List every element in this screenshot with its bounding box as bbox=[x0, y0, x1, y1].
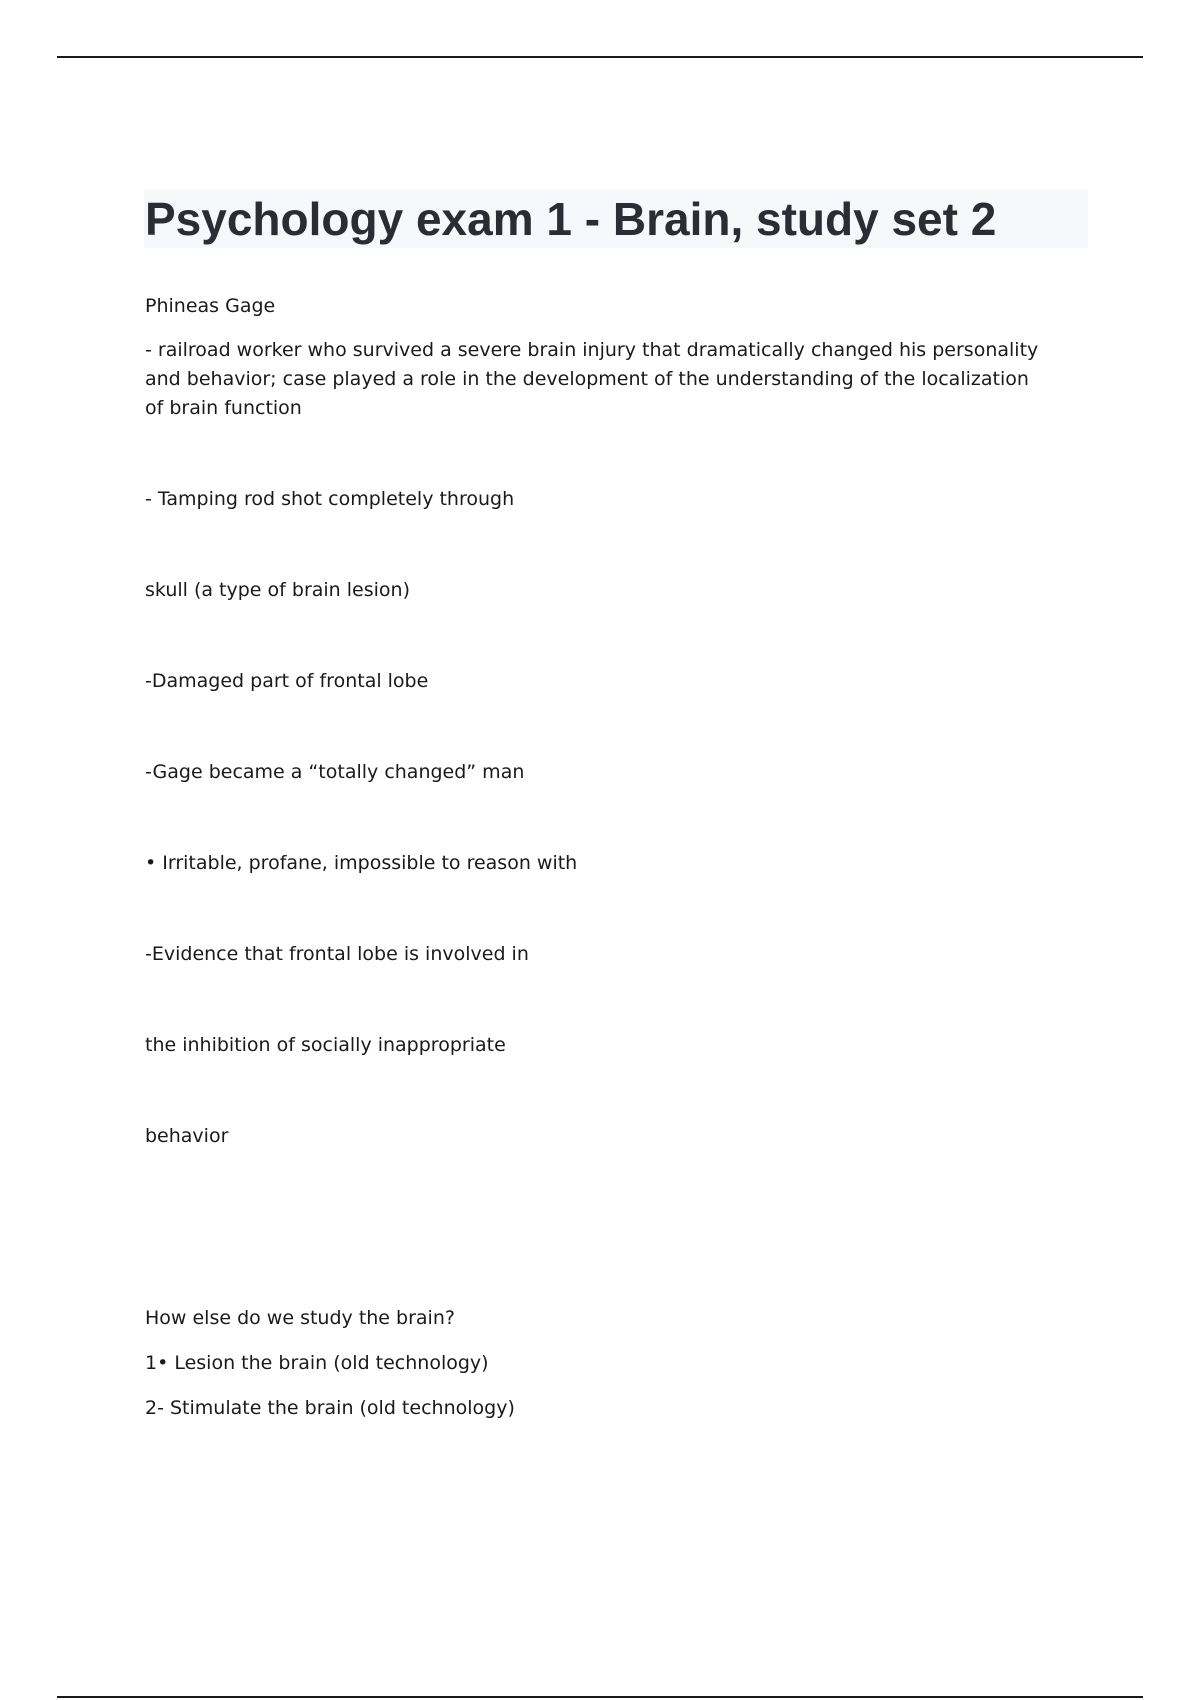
bottom-rule bbox=[57, 1696, 1143, 1698]
note-line: -Gage became a “totally changed” man bbox=[145, 761, 525, 783]
note-line: the inhibition of socially inappropriate bbox=[145, 1034, 506, 1056]
top-rule bbox=[57, 56, 1143, 58]
definition-phineas-gage: - railroad worker who survived a severe brain injury that dramatically changed his personality and behavior; case played a role in the development of the understanding of the localization of brain function bbox=[145, 339, 1039, 419]
document-title: Psychology exam 1 - Brain, study set 2 bbox=[145, 193, 997, 245]
note-line: -Evidence that frontal lobe is involved in bbox=[145, 943, 529, 965]
note-line: • Irritable, profane, impossible to reason with bbox=[145, 852, 578, 874]
list-item: 1• Lesion the brain (old technology) bbox=[145, 1352, 489, 1374]
term-study-brain: How else do we study the brain? bbox=[145, 1307, 455, 1329]
note-line: behavior bbox=[145, 1125, 229, 1147]
note-line: -Damaged part of frontal lobe bbox=[145, 670, 429, 692]
list-item: 2- Stimulate the brain (old technology) bbox=[145, 1397, 515, 1419]
note-line: - Tamping rod shot completely through bbox=[145, 488, 515, 510]
term-phineas-gage: Phineas Gage bbox=[145, 295, 276, 317]
note-line: skull (a type of brain lesion) bbox=[145, 579, 410, 601]
